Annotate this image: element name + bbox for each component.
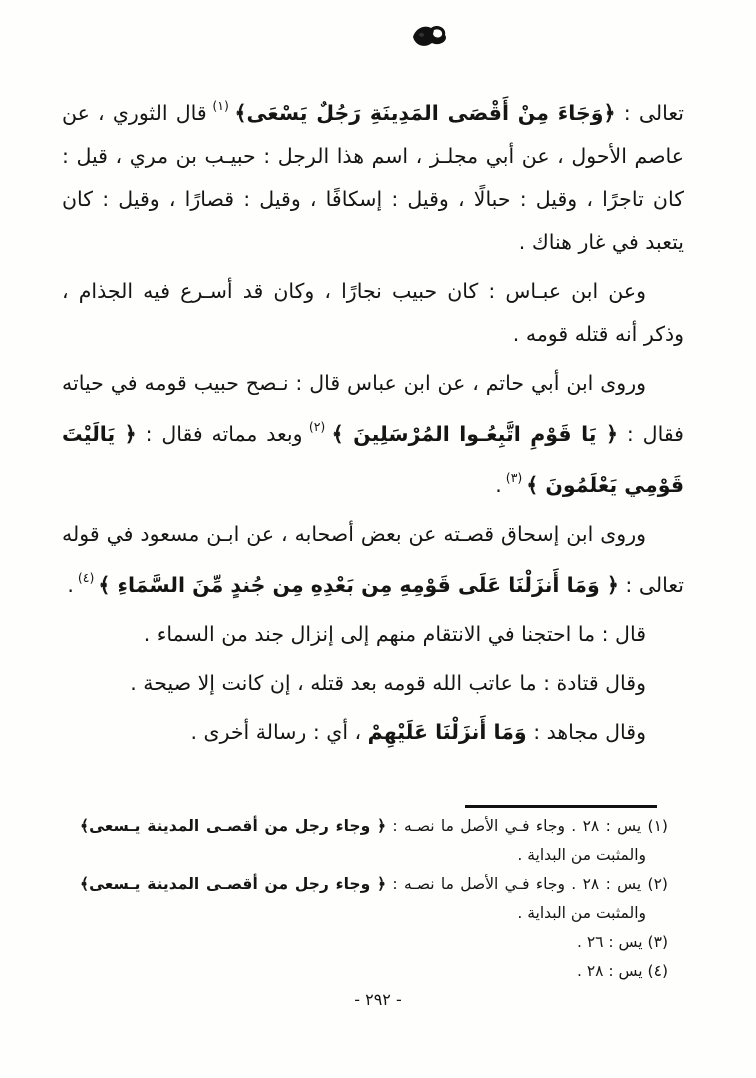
text-run: والمثبت من البداية . (517, 846, 646, 864)
ornament-icon (406, 22, 452, 50)
footnote-2 (80, 870, 668, 928)
footnote-divider (465, 805, 657, 808)
text-run: . (495, 473, 502, 497)
text-run: وروى ابن إسحاق قصـته عن بعض أصحابه ، عن ابـن مسعود في قوله تعالى : (62, 522, 684, 597)
text-run: ، أي : رسالة أخرى . (190, 720, 368, 744)
paragraph-1 (62, 84, 684, 264)
text-run: (٤) يس : ٢٨ . (576, 962, 668, 980)
footnotes-section (80, 812, 668, 986)
text-run: وقال قتادة : ما عاتب الله قومه بعد قتله ، إن كانت إلا صيحة . (130, 671, 646, 695)
footnote-4 (80, 957, 668, 986)
text-run: قال : ما احتجنا في الانتقام منهم إلى إنزال جند من السماء . (143, 622, 646, 646)
paragraph-3 (62, 362, 684, 507)
quran-verse: وَمَا أَنزَلْنَا عَلَيْهِمْ (367, 720, 527, 744)
paragraph-4 (62, 513, 684, 607)
paragraph-6 (62, 662, 684, 705)
footnote-marker: (٢) (302, 419, 332, 434)
quran-verse: ﴿وَجَاءَ مِنْ أَقْصَى المَدِينَةِ رَجُلٌ يَسْعَى﴾ (234, 101, 616, 125)
text-run: (٢) يس : ٢٨ . وجاء فـي الأصل ما نصـه : (386, 875, 668, 893)
text-run: . (67, 573, 74, 597)
footnote-3 (80, 928, 668, 957)
footnote-marker: (٤) (73, 570, 99, 585)
quran-verse: ﴿ يَالَيْتَ قَوْمِي يَعْلَمُونَ ﴾ (62, 422, 684, 497)
text-run: وبعد مماته فقال : (136, 422, 303, 446)
text-run: وعن ابن عبـاس : كان حبيب نجارًا ، وكان قد أسـرع فيه الجذام ، وذكر أنه قتله قومه . (62, 279, 684, 346)
paragraph-5 (62, 613, 684, 656)
page-number: - ٢٩٢ - (354, 990, 402, 1009)
paragraph-2 (62, 270, 684, 356)
quran-verse: ﴿ وَمَا أَنزَلْنَا عَلَى قَوْمِهِ مِن بَعْدِهِ مِن جُندٍ مِّنَ السَّمَاءِ ﴾ (98, 573, 619, 597)
quran-verse: ﴿ يَا قَوْمِ اتَّبِعُـوا المُرْسَلِينَ ﴾ (331, 422, 618, 446)
quran-verse: ﴿ وجاء رجل من أقصـى المدينة يـسعى﴾ (80, 875, 387, 893)
footnote-1 (80, 812, 668, 870)
text-run: (٣) يس : ٢٦ . (576, 933, 668, 951)
text-run: وروى ابن أبي حاتم ، عن ابن عباس قال : نـصح حبيب قومه في حياته فقال : (62, 371, 684, 446)
main-text-block (62, 84, 684, 804)
footnote-marker: (١) (206, 98, 235, 113)
footnote-marker: (٣) (501, 470, 527, 485)
paragraph-7 (62, 711, 684, 754)
text-run: تعالى : (615, 101, 684, 125)
text-run: والمثبت من البداية . (517, 904, 646, 922)
text-run: قال الثوري ، عن عاصم الأحول ، عن أبي مجلـز ، اسم هذا الرجل : حبيـب بن مري ، قيل : كان تاجرًا ، وقيل : حبالًا ، وقيل : إسكافًا ، وقيل : قصارًا ، وقيل : كان يتعبد في غار هناك . (62, 101, 684, 254)
quran-verse: ﴿ وجاء رجل من أقصـى المدينة يـسعى﴾ (80, 817, 387, 835)
text-run: (١) يس : ٢٨ . وجاء فـي الأصل ما نصـه : (386, 817, 668, 835)
text-run: وقال مجاهد : (526, 720, 646, 744)
